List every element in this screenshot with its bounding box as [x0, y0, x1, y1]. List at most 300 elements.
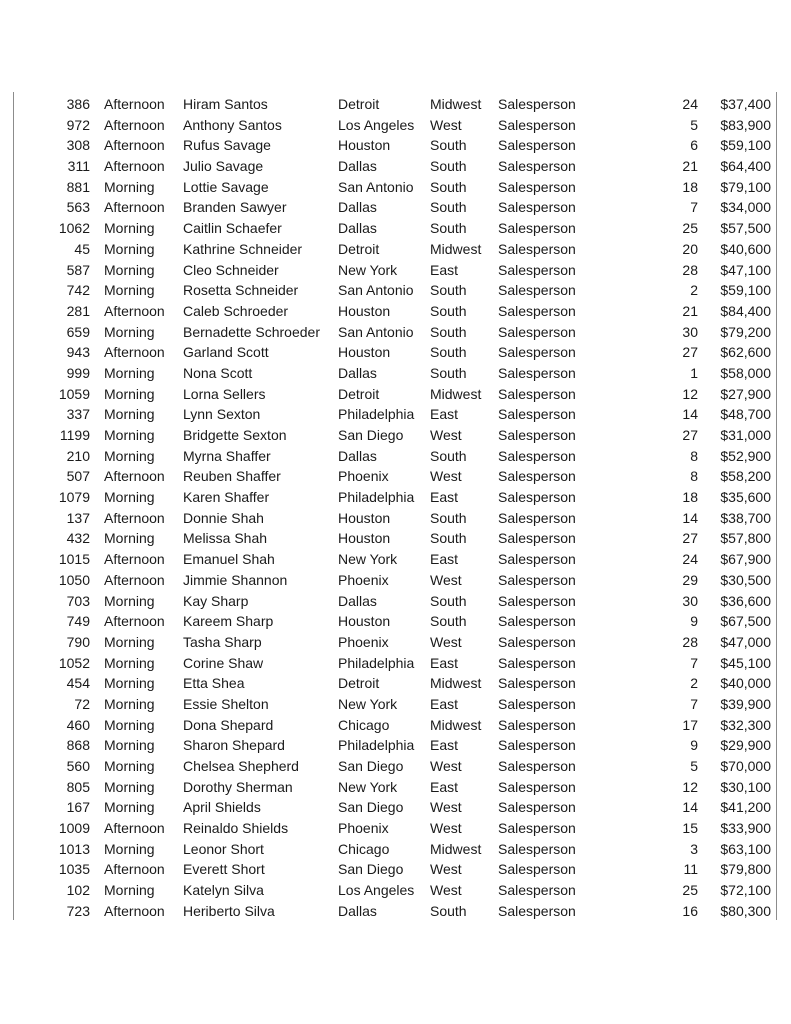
- shift-cell: Afternoon: [104, 199, 165, 216]
- years-cell: 27: [682, 427, 698, 443]
- name-cell: April Shields: [183, 799, 261, 816]
- title-cell: Salesperson: [498, 820, 576, 837]
- salary-cell: $83,900: [720, 116, 771, 133]
- years-cell: 14: [682, 406, 698, 423]
- name-cell: Chelsea Shepherd: [183, 758, 299, 774]
- region-cell: West: [430, 468, 462, 485]
- employee-id-cell: 1015: [58, 551, 90, 568]
- salary-cell: $79,200: [720, 323, 771, 340]
- years-cell: 24: [682, 96, 698, 112]
- name-cell: Bernadette Schroeder: [183, 323, 320, 340]
- salary-cell: $30,500: [720, 571, 771, 588]
- title-cell: Salesperson: [498, 323, 576, 340]
- title-cell: Salesperson: [498, 406, 576, 423]
- shift-cell: Morning: [104, 240, 155, 257]
- city-cell: Dallas: [338, 158, 377, 175]
- employee-id-cell: 1035: [58, 861, 90, 878]
- employee-id-cell: 308: [66, 137, 90, 154]
- city-cell: Philadelphia: [338, 737, 415, 754]
- region-cell: East: [430, 737, 459, 754]
- years-cell: 16: [682, 902, 698, 919]
- city-cell: Houston: [338, 302, 391, 319]
- salary-cell: $27,900: [720, 385, 771, 402]
- salary-cell: $38,700: [720, 509, 771, 526]
- city-cell: New York: [338, 778, 398, 795]
- years-cell: 18: [682, 489, 698, 506]
- employee-id-cell: 972: [66, 116, 90, 133]
- region-cell: West: [430, 116, 462, 133]
- years-cell: 27: [682, 530, 698, 547]
- table-row: [0, 797, 791, 818]
- city-cell: Houston: [338, 530, 391, 547]
- title-cell: Salesperson: [498, 199, 576, 216]
- years-cell: 7: [690, 654, 698, 671]
- employee-id-cell: 659: [66, 323, 90, 340]
- name-cell: Tasha Sharp: [183, 633, 262, 650]
- employee-id-cell: 507: [66, 468, 90, 485]
- city-cell: Phoenix: [338, 468, 389, 485]
- years-cell: 2: [690, 282, 698, 299]
- table-row: [0, 611, 791, 632]
- city-cell: Phoenix: [338, 820, 389, 837]
- employee-id-cell: 999: [66, 364, 90, 381]
- city-cell: Los Angeles: [338, 882, 415, 899]
- title-cell: Salesperson: [498, 613, 576, 630]
- years-cell: 7: [690, 695, 698, 712]
- table-row: [0, 404, 791, 425]
- name-cell: Kathrine Schneider: [183, 240, 303, 257]
- salary-cell: $47,000: [720, 633, 771, 650]
- table-row: [0, 342, 791, 363]
- shift-cell: Afternoon: [104, 902, 165, 919]
- city-cell: Phoenix: [338, 571, 389, 588]
- salary-cell: $52,900: [720, 447, 771, 464]
- shift-cell: Afternoon: [104, 509, 165, 526]
- table-row: [0, 591, 791, 612]
- table-row: [0, 735, 791, 756]
- salary-cell: $80,300: [720, 902, 771, 919]
- city-cell: Detroit: [338, 240, 380, 257]
- name-cell: Reinaldo Shields: [183, 820, 289, 837]
- region-cell: Midwest: [430, 96, 482, 112]
- name-cell: Corine Shaw: [183, 654, 264, 671]
- shift-cell: Morning: [104, 840, 155, 857]
- title-cell: Salesperson: [498, 654, 576, 671]
- table-row: [0, 156, 791, 177]
- salary-cell: $33,900: [720, 820, 771, 837]
- title-cell: Salesperson: [498, 695, 576, 712]
- title-cell: Salesperson: [498, 509, 576, 526]
- title-cell: Salesperson: [498, 882, 576, 899]
- salary-cell: $72,100: [720, 882, 771, 899]
- name-cell: Garland Scott: [183, 344, 269, 361]
- table-row: [0, 384, 791, 405]
- table-row: [0, 94, 791, 115]
- table-row: [0, 466, 791, 487]
- title-cell: Salesperson: [498, 737, 576, 754]
- shift-cell: Morning: [104, 385, 155, 402]
- name-cell: Kareem Sharp: [183, 613, 274, 630]
- table-row: [0, 301, 791, 322]
- table-row: [0, 818, 791, 839]
- name-cell: Sharon Shepard: [183, 737, 285, 754]
- name-cell: Katelyn Silva: [183, 882, 264, 899]
- city-cell: Dallas: [338, 592, 377, 609]
- employee-id-cell: 563: [66, 199, 90, 216]
- title-cell: Salesperson: [498, 758, 576, 774]
- shift-cell: Morning: [104, 675, 155, 692]
- salary-cell: $58,000: [720, 364, 771, 381]
- employee-id-cell: 337: [66, 406, 90, 423]
- city-cell: New York: [338, 551, 398, 568]
- years-cell: 1: [690, 364, 698, 381]
- table-row: [0, 549, 791, 570]
- region-cell: South: [430, 447, 467, 464]
- employee-id-cell: 868: [66, 737, 90, 754]
- region-cell: Midwest: [430, 240, 482, 257]
- employee-id-cell: 742: [66, 282, 90, 299]
- salary-cell: $48,700: [720, 406, 771, 423]
- region-cell: Midwest: [430, 385, 482, 402]
- title-cell: Salesperson: [498, 282, 576, 299]
- title-cell: Salesperson: [498, 716, 576, 733]
- shift-cell: Morning: [104, 695, 155, 712]
- employee-id-cell: 432: [66, 530, 90, 547]
- title-cell: Salesperson: [498, 240, 576, 257]
- city-cell: Houston: [338, 344, 391, 361]
- employee-id-cell: 1009: [58, 820, 90, 837]
- name-cell: Karen Shaffer: [183, 489, 270, 506]
- region-cell: South: [430, 364, 467, 381]
- title-cell: Salesperson: [498, 96, 576, 112]
- city-cell: Houston: [338, 613, 391, 630]
- salary-cell: $79,800: [720, 861, 771, 878]
- employee-id-cell: 167: [66, 799, 90, 816]
- table-row: [0, 280, 791, 301]
- employee-id-cell: 943: [66, 344, 90, 361]
- name-cell: Reuben Shaffer: [183, 468, 281, 485]
- region-cell: East: [430, 551, 459, 568]
- region-cell: East: [430, 406, 459, 423]
- city-cell: Dallas: [338, 220, 377, 237]
- employee-id-cell: 386: [66, 96, 90, 112]
- table-row: [0, 694, 791, 715]
- shift-cell: Morning: [104, 323, 155, 340]
- name-cell: Essie Shelton: [183, 695, 269, 712]
- salary-cell: $57,500: [720, 220, 771, 237]
- salary-cell: $70,000: [720, 758, 771, 774]
- title-cell: Salesperson: [498, 261, 576, 278]
- city-cell: Los Angeles: [338, 116, 415, 133]
- years-cell: 21: [682, 302, 698, 319]
- years-cell: 14: [682, 509, 698, 526]
- years-cell: 29: [682, 571, 698, 588]
- table-row: [0, 632, 791, 653]
- region-cell: South: [430, 178, 467, 195]
- employee-id-cell: 1050: [58, 571, 90, 588]
- region-cell: West: [430, 633, 462, 650]
- employee-id-cell: 137: [66, 509, 90, 526]
- data-table: [0, 94, 791, 922]
- salary-cell: $57,800: [720, 530, 771, 547]
- shift-cell: Afternoon: [104, 571, 165, 588]
- name-cell: Myrna Shaffer: [183, 447, 271, 464]
- salary-cell: $62,600: [720, 344, 771, 361]
- salary-cell: $37,400: [720, 96, 771, 112]
- years-cell: 12: [682, 385, 698, 402]
- city-cell: New York: [338, 695, 398, 712]
- shift-cell: Morning: [104, 364, 155, 381]
- shift-cell: Afternoon: [104, 861, 165, 878]
- table-row: [0, 570, 791, 591]
- region-cell: South: [430, 902, 467, 919]
- employee-id-cell: 805: [66, 778, 90, 795]
- table-row: [0, 880, 791, 901]
- years-cell: 28: [682, 633, 698, 650]
- name-cell: Julio Savage: [183, 158, 264, 175]
- salary-cell: $40,000: [720, 675, 771, 692]
- name-cell: Rufus Savage: [183, 137, 271, 154]
- name-cell: Lottie Savage: [183, 178, 269, 195]
- years-cell: 14: [682, 799, 698, 816]
- employee-id-cell: 1079: [58, 489, 90, 506]
- table-row: [0, 715, 791, 736]
- city-cell: San Antonio: [338, 178, 414, 195]
- employee-id-cell: 749: [66, 613, 90, 630]
- shift-cell: Morning: [104, 778, 155, 795]
- years-cell: 3: [690, 840, 698, 857]
- name-cell: Rosetta Schneider: [183, 282, 299, 299]
- name-cell: Melissa Shah: [183, 530, 268, 547]
- title-cell: Salesperson: [498, 861, 576, 878]
- region-cell: South: [430, 220, 467, 237]
- city-cell: San Diego: [338, 861, 404, 878]
- title-cell: Salesperson: [498, 530, 576, 547]
- city-cell: Dallas: [338, 447, 377, 464]
- name-cell: Dona Shepard: [183, 716, 274, 733]
- region-cell: West: [430, 799, 462, 816]
- title-cell: Salesperson: [498, 840, 576, 857]
- shift-cell: Morning: [104, 654, 155, 671]
- years-cell: 12: [682, 778, 698, 795]
- city-cell: San Diego: [338, 427, 404, 443]
- name-cell: Bridgette Sexton: [183, 427, 287, 443]
- table-row: [0, 322, 791, 343]
- shift-cell: Morning: [104, 758, 155, 774]
- title-cell: Salesperson: [498, 137, 576, 154]
- salary-cell: $67,500: [720, 613, 771, 630]
- salary-cell: $63,100: [720, 840, 771, 857]
- city-cell: San Diego: [338, 758, 404, 774]
- title-cell: Salesperson: [498, 158, 576, 175]
- table-row: [0, 197, 791, 218]
- shift-cell: Morning: [104, 282, 155, 299]
- title-cell: Salesperson: [498, 220, 576, 237]
- name-cell: Lorna Sellers: [183, 385, 266, 402]
- shift-cell: Morning: [104, 220, 155, 237]
- employee-id-cell: 790: [66, 633, 90, 650]
- name-cell: Emanuel Shah: [183, 551, 275, 568]
- years-cell: 28: [682, 261, 698, 278]
- table-row: [0, 653, 791, 674]
- region-cell: South: [430, 592, 467, 609]
- years-cell: 8: [690, 468, 698, 485]
- table-row: [0, 218, 791, 239]
- city-cell: Chicago: [338, 716, 390, 733]
- employee-id-cell: 210: [66, 447, 90, 464]
- salary-cell: $35,600: [720, 489, 771, 506]
- city-cell: Philadelphia: [338, 489, 415, 506]
- shift-cell: Morning: [104, 592, 155, 609]
- salary-cell: $64,400: [720, 158, 771, 175]
- table-row: [0, 859, 791, 880]
- years-cell: 25: [682, 882, 698, 899]
- region-cell: West: [430, 820, 462, 837]
- employee-id-cell: 72: [74, 695, 90, 712]
- title-cell: Salesperson: [498, 302, 576, 319]
- title-cell: Salesperson: [498, 468, 576, 485]
- city-cell: Detroit: [338, 385, 380, 402]
- name-cell: Caitlin Schaefer: [183, 220, 282, 237]
- city-cell: Phoenix: [338, 633, 389, 650]
- region-cell: South: [430, 137, 467, 154]
- region-cell: South: [430, 509, 467, 526]
- region-cell: West: [430, 571, 462, 588]
- shift-cell: Afternoon: [104, 820, 165, 837]
- employee-id-cell: 723: [66, 902, 90, 919]
- years-cell: 9: [690, 737, 698, 754]
- name-cell: Lynn Sexton: [183, 406, 261, 423]
- title-cell: Salesperson: [498, 778, 576, 795]
- title-cell: Salesperson: [498, 489, 576, 506]
- region-cell: Midwest: [430, 840, 482, 857]
- name-cell: Dorothy Sherman: [183, 778, 293, 795]
- years-cell: 30: [682, 592, 698, 609]
- city-cell: New York: [338, 261, 398, 278]
- region-cell: East: [430, 695, 459, 712]
- shift-cell: Morning: [104, 261, 155, 278]
- salary-cell: $29,900: [720, 737, 771, 754]
- title-cell: Salesperson: [498, 799, 576, 816]
- region-cell: South: [430, 282, 467, 299]
- shift-cell: Morning: [104, 633, 155, 650]
- name-cell: Etta Shea: [183, 675, 245, 692]
- table-row: [0, 901, 791, 922]
- name-cell: Anthony Santos: [183, 116, 282, 133]
- years-cell: 15: [682, 820, 698, 837]
- table-row: [0, 756, 791, 777]
- table-row: [0, 446, 791, 467]
- region-cell: East: [430, 261, 459, 278]
- shift-cell: Morning: [104, 530, 155, 547]
- title-cell: Salesperson: [498, 364, 576, 381]
- region-cell: West: [430, 427, 462, 443]
- employee-id-cell: 281: [66, 302, 90, 319]
- shift-cell: Afternoon: [104, 116, 165, 133]
- salary-cell: $39,900: [720, 695, 771, 712]
- title-cell: Salesperson: [498, 447, 576, 464]
- shift-cell: Afternoon: [104, 613, 165, 630]
- city-cell: Houston: [338, 509, 391, 526]
- table-row: [0, 363, 791, 384]
- name-cell: Leonor Short: [183, 840, 264, 857]
- salary-cell: $79,100: [720, 178, 771, 195]
- table-row: [0, 673, 791, 694]
- region-cell: South: [430, 302, 467, 319]
- region-cell: South: [430, 344, 467, 361]
- region-cell: South: [430, 158, 467, 175]
- salary-cell: $34,000: [720, 199, 771, 216]
- employee-id-cell: 1062: [58, 220, 90, 237]
- shift-cell: Morning: [104, 799, 155, 816]
- title-cell: Salesperson: [498, 675, 576, 692]
- table-row: [0, 239, 791, 260]
- salary-cell: $32,300: [720, 716, 771, 733]
- years-cell: 25: [682, 220, 698, 237]
- shift-cell: Afternoon: [104, 302, 165, 319]
- title-cell: Salesperson: [498, 178, 576, 195]
- shift-cell: Morning: [104, 716, 155, 733]
- region-cell: West: [430, 861, 462, 878]
- salary-cell: $36,600: [720, 592, 771, 609]
- city-cell: Dallas: [338, 199, 377, 216]
- shift-cell: Afternoon: [104, 158, 165, 175]
- table-row: [0, 508, 791, 529]
- employee-id-cell: 311: [67, 158, 90, 175]
- city-cell: Chicago: [338, 840, 390, 857]
- name-cell: Everett Short: [183, 861, 265, 878]
- region-cell: East: [430, 778, 459, 795]
- employee-id-cell: 45: [74, 240, 90, 257]
- region-cell: East: [430, 654, 459, 671]
- shift-cell: Morning: [104, 447, 155, 464]
- years-cell: 9: [690, 613, 698, 630]
- city-cell: Dallas: [338, 364, 377, 381]
- table-row: [0, 135, 791, 156]
- shift-cell: Afternoon: [104, 137, 165, 154]
- table-row: [0, 528, 791, 549]
- title-cell: Salesperson: [498, 571, 576, 588]
- shift-cell: Morning: [104, 737, 155, 754]
- salary-cell: $47,100: [720, 261, 771, 278]
- table-row: [0, 777, 791, 798]
- shift-cell: Morning: [104, 882, 155, 899]
- employee-id-cell: 587: [66, 261, 90, 278]
- name-cell: Caleb Schroeder: [183, 302, 289, 319]
- shift-cell: Morning: [104, 178, 155, 195]
- employee-id-cell: 560: [66, 758, 90, 774]
- years-cell: 6: [690, 137, 698, 154]
- city-cell: Detroit: [338, 675, 380, 692]
- city-cell: Detroit: [338, 96, 380, 112]
- years-cell: 24: [682, 551, 698, 568]
- years-cell: 21: [682, 158, 698, 175]
- table-row: [0, 487, 791, 508]
- name-cell: Cleo Schneider: [183, 261, 279, 278]
- region-cell: West: [430, 758, 462, 774]
- table-row: [0, 425, 791, 446]
- title-cell: Salesperson: [498, 116, 576, 133]
- shift-cell: Afternoon: [104, 96, 165, 112]
- title-cell: Salesperson: [498, 633, 576, 650]
- years-cell: 30: [682, 323, 698, 340]
- salary-cell: $30,100: [720, 778, 771, 795]
- title-cell: Salesperson: [498, 551, 576, 568]
- title-cell: Salesperson: [498, 592, 576, 609]
- table-row: [0, 839, 791, 860]
- name-cell: Kay Sharp: [183, 592, 249, 609]
- salary-cell: $31,000: [720, 427, 771, 443]
